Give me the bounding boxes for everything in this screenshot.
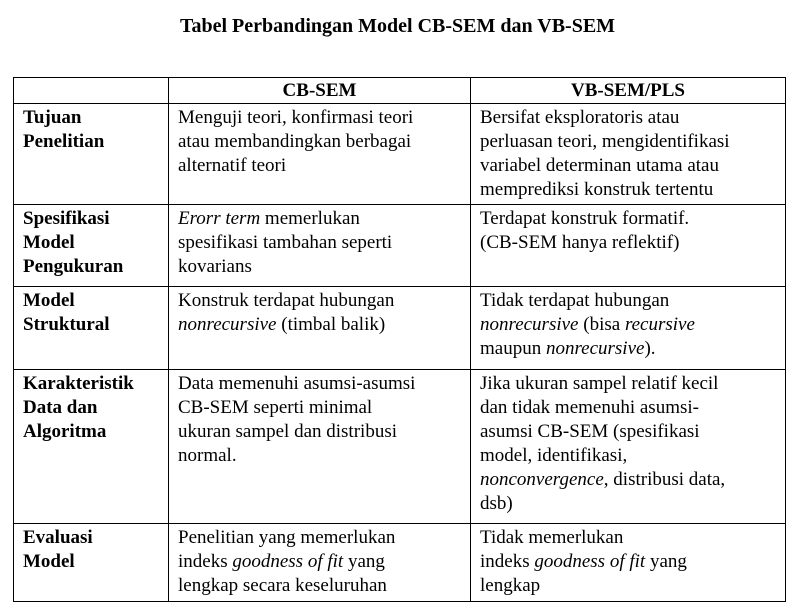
text-run: normal.	[178, 445, 237, 466]
text-run: asumsi CB-SEM (spesifikasi	[480, 421, 700, 442]
text-run: Spesifikasi	[23, 208, 110, 229]
vb-sem-cell	[471, 370, 786, 524]
text-run: Karakteristik	[23, 373, 134, 394]
text-run: Penelitian	[23, 131, 105, 152]
text-run: Model	[23, 290, 75, 311]
row-label-cell	[14, 104, 169, 205]
comparison-table-body	[14, 104, 786, 602]
text-run: dsb)	[480, 493, 513, 514]
comparison-table-header	[14, 78, 786, 104]
table-row	[14, 104, 786, 205]
header-empty-cell	[14, 78, 169, 104]
text-run: ).	[644, 338, 656, 359]
italic-text-run: goodness of fit	[232, 551, 344, 572]
text-run: (timbal balik)	[276, 314, 386, 335]
text-run: yang	[343, 551, 385, 572]
text-run: Struktural	[23, 314, 110, 335]
row-label-cell	[14, 524, 169, 602]
table-row	[14, 370, 786, 524]
text-run: (bisa	[578, 314, 625, 335]
vb-sem-cell	[471, 524, 786, 602]
text-run: perluasan teori, mengidentifikasi	[480, 131, 730, 152]
text-run: Jika ukuran sampel relatif kecil	[480, 373, 719, 394]
text-run: spesifikasi tambahan seperti	[178, 232, 393, 253]
text-run: alternatif teori	[178, 155, 287, 176]
header-cb-sem: CB-SEM	[169, 78, 471, 104]
italic-text-run: nonrecursive	[545, 338, 645, 359]
text-run: variabel determinan utama atau	[480, 155, 719, 176]
text-run: Bersifat eksploratoris atau	[480, 107, 680, 128]
text-run: dan tidak memenuhi asumsi-	[480, 397, 699, 418]
table-row	[14, 524, 786, 602]
cb-sem-cell	[169, 104, 471, 205]
row-label-cell	[14, 287, 169, 370]
text-run: maupun	[480, 338, 546, 359]
text-run: Model	[23, 232, 75, 253]
text-run: Konstruk terdapat hubungan	[178, 290, 395, 311]
cb-sem-cell	[169, 287, 471, 370]
row-label-cell	[14, 370, 169, 524]
text-run: ukuran sampel dan distribusi	[178, 421, 397, 442]
vb-sem-cell	[471, 205, 786, 287]
text-run: Model	[23, 551, 75, 572]
table-row	[14, 287, 786, 370]
text-run: CB-SEM seperti minimal	[178, 397, 373, 418]
text-run: Penelitian yang memerlukan	[178, 527, 396, 548]
text-run: Pengukuran	[23, 256, 124, 277]
text-run: Data memenuhi asumsi-asumsi	[178, 373, 416, 394]
text-run: indeks	[480, 551, 535, 572]
cb-sem-cell	[169, 205, 471, 287]
vb-sem-cell	[471, 287, 786, 370]
text-run: model, identifikasi,	[480, 445, 628, 466]
text-run: memerlukan	[260, 208, 360, 229]
text-run: Tujuan	[23, 107, 82, 128]
text-run: Algoritma	[23, 421, 107, 442]
header-row	[14, 78, 786, 104]
comparison-table	[13, 77, 786, 602]
vb-sem-cell	[471, 104, 786, 205]
text-run: lengkap	[480, 575, 541, 596]
italic-text-run: nonconvergence	[480, 469, 604, 490]
text-run: Menguji teori, konfirmasi teori	[178, 107, 414, 128]
italic-text-run: goodness of fit	[534, 551, 646, 572]
text-run: indeks	[178, 551, 233, 572]
italic-text-run: recursive	[624, 314, 695, 335]
cb-sem-cell	[169, 370, 471, 524]
table-row	[14, 205, 786, 287]
text-run: Tidak memerlukan	[480, 527, 624, 548]
row-label-cell	[14, 205, 169, 287]
text-run: Tidak terdapat hubungan	[480, 290, 670, 311]
text-run: atau membandingkan berbagai	[178, 131, 412, 152]
text-run: Terdapat konstruk formatif.	[480, 208, 690, 229]
text-run: yang	[645, 551, 687, 572]
italic-text-run: Erorr term	[178, 208, 261, 229]
text-run: lengkap secara keseluruhan	[178, 575, 387, 596]
text-run: (CB-SEM hanya reflektif)	[480, 232, 680, 253]
text-run: kovarians	[178, 256, 252, 277]
header-vb-sem-pls: VB-SEM/PLS	[471, 78, 786, 104]
page-title: Tabel Perbandingan Model CB-SEM dan VB-SEM	[179, 15, 616, 37]
text-run: , distribusi data,	[603, 469, 726, 490]
italic-text-run: nonrecursive	[480, 314, 579, 335]
text-run: memprediksi konstruk tertentu	[480, 179, 714, 200]
cb-sem-cell	[169, 524, 471, 602]
text-run: Data dan	[23, 397, 98, 418]
italic-text-run: nonrecursive	[178, 314, 277, 335]
text-run: Evaluasi	[23, 527, 93, 548]
